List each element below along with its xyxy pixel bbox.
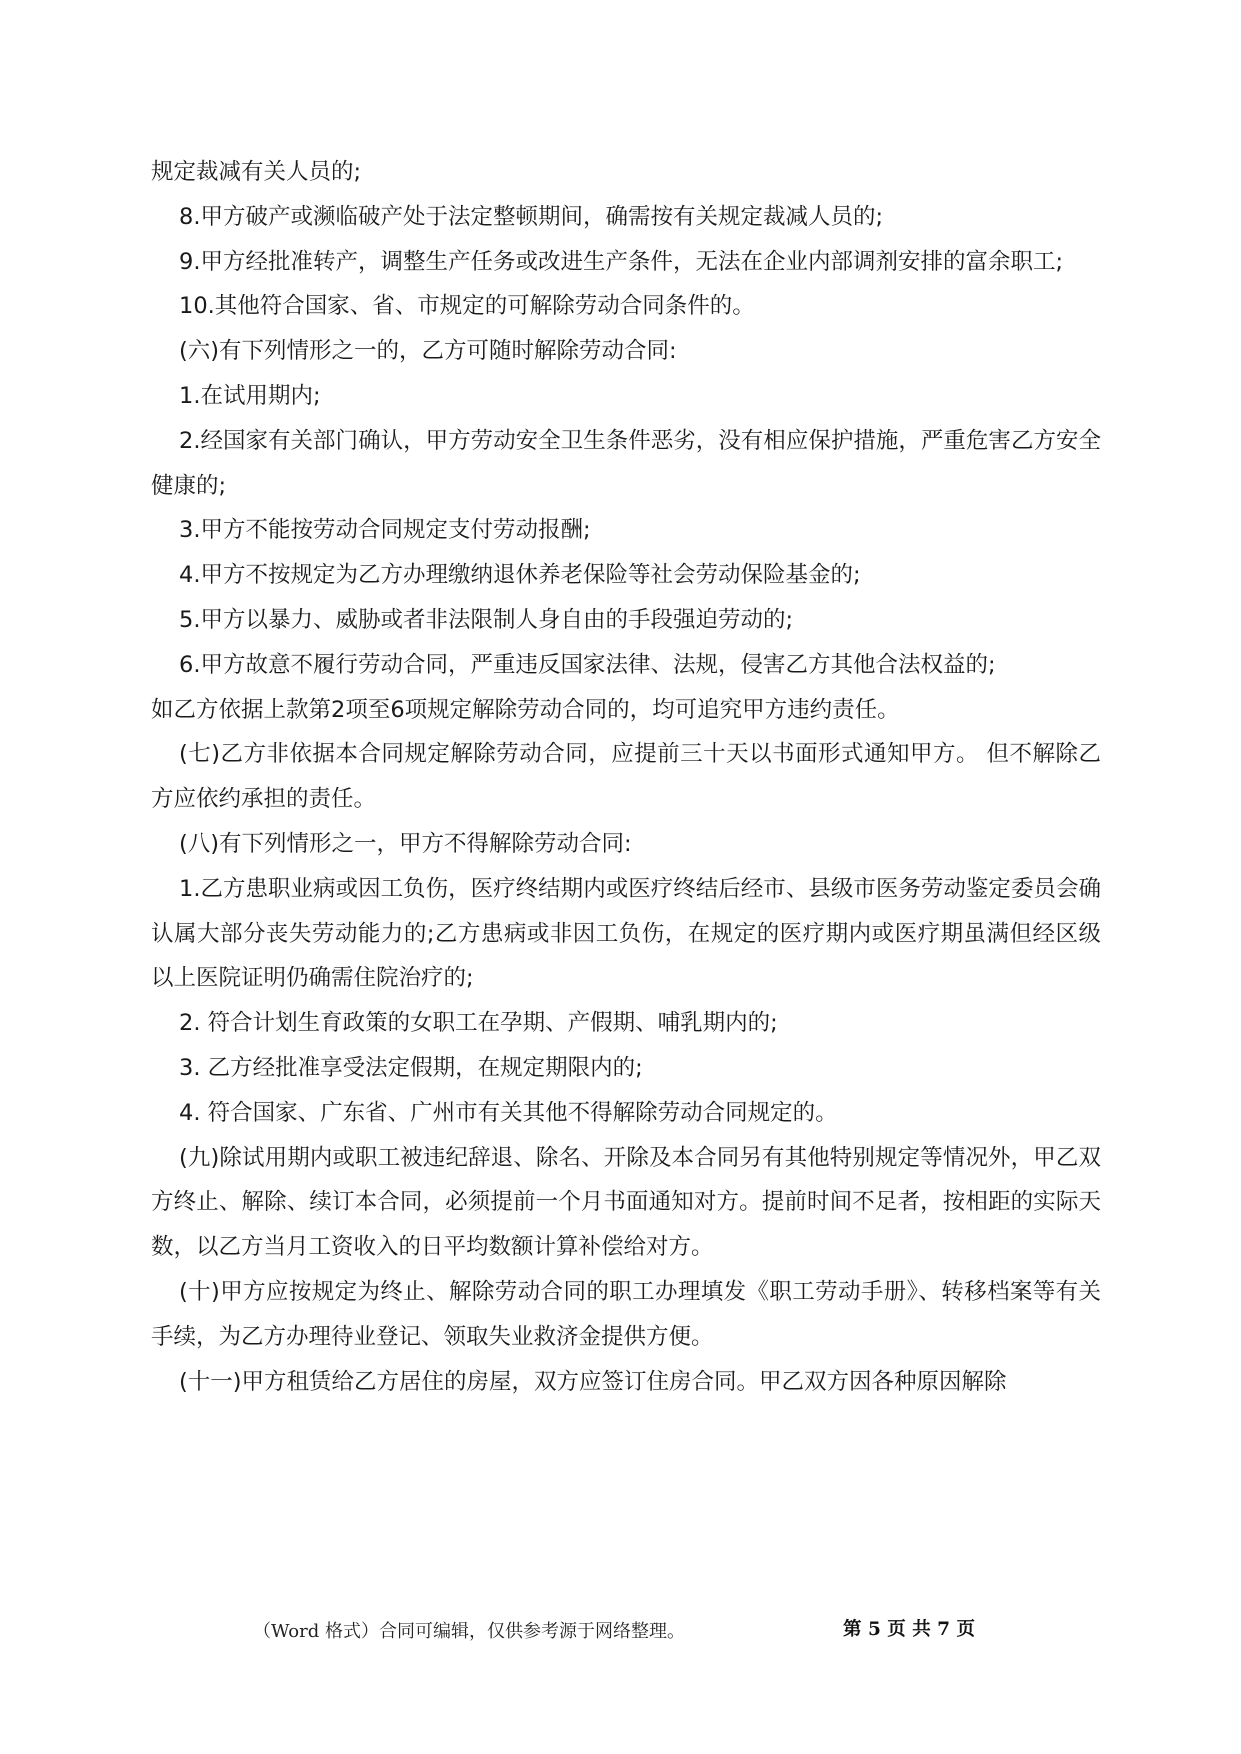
paragraph: (九)除试用期内或职工被违纪辞退、除名、开除及本合同另有其他特别规定等情况外，甲乙双方终止、解除、续订本合同，必须提前一个月书面通知对方。提前时间不足者，按相距的实际天数，以乙方当月工资收入的日平均数额计算补偿给对方。 bbox=[151, 1144, 1101, 1261]
paragraph: 6.甲方故意不履行劳动合同，严重违反国家法律、法规，侵害乙方其他合法权益的; bbox=[179, 651, 996, 678]
paragraph: 3. 乙方经批准享受法定假期，在规定期限内的; bbox=[179, 1054, 643, 1081]
paragraph: 1.乙方患职业病或因工负伤，医疗终结期内或医疗终结后经市、县级市医务劳动鉴定委员会确认属大部分丧失劳动能力的;乙方患病或非因工负伤，在规定的医疗期内或医疗期虽满但经区级以上医院证明仍确需住院治疗的; bbox=[151, 875, 1101, 992]
document-body bbox=[151, 150, 1101, 1404]
paragraph: (十一)甲方租赁给乙方居住的房屋，双方应签订住房合同。甲乙双方因各种原因解除 bbox=[179, 1368, 1007, 1395]
paragraph: 规定裁减有关人员的; bbox=[151, 159, 362, 185]
paragraph: (七)乙方非依据本合同规定解除劳动合同，应提前三十天以书面形式通知甲方。 但不解除乙方应依约承担的责任。 bbox=[151, 741, 1101, 813]
page-number: 第 5 页 共 7 页 bbox=[843, 1619, 975, 1640]
paragraph: 10.其他符合国家、省、市规定的可解除劳动合同条件的。 bbox=[179, 293, 755, 320]
paragraph: 3.甲方不能按劳动合同规定支付劳动报酬; bbox=[179, 517, 591, 544]
paragraph: (八)有下列情形之一，甲方不得解除劳动合同: bbox=[179, 830, 632, 857]
paragraph: 9.甲方经批准转产，调整生产任务或改进生产条件，无法在企业内部调剂安排的富余职工; bbox=[179, 248, 1064, 275]
paragraph: 4. 符合国家、广东省、广州市有关其他不得解除劳动合同规定的。 bbox=[179, 1099, 838, 1126]
paragraph: 2. 符合计划生育政策的女职工在孕期、产假期、哺乳期内的; bbox=[179, 1010, 778, 1037]
paragraph: 2.经国家有关部门确认，甲方劳动安全卫生条件恶劣，没有相应保护措施，严重危害乙方安全健康的; bbox=[151, 427, 1101, 499]
paragraph: 5.甲方以暴力、威胁或者非法限制人身自由的手段强迫劳动的; bbox=[179, 606, 794, 633]
paragraph: 8.甲方破产或濒临破产处于法定整顿期间，确需按有关规定裁减人员的; bbox=[179, 203, 884, 230]
paragraph: 4.甲方不按规定为乙方办理缴纳退休养老保险等社会劳动保险基金的; bbox=[179, 562, 861, 589]
paragraph: 1.在试用期内; bbox=[179, 382, 321, 409]
paragraph: (六)有下列情形之一的，乙方可随时解除劳动合同: bbox=[179, 338, 677, 365]
paragraph: 如乙方依据上款第2项至6项规定解除劳动合同的，均可追究甲方违约责任。 bbox=[151, 696, 900, 723]
paragraph: (十)甲方应按规定为终止、解除劳动合同的职工办理填发《职工劳动手册》、转移档案等有关手续，为乙方办理待业登记、领取失业救济金提供方便。 bbox=[151, 1278, 1101, 1350]
footer-note: （Word 格式）合同可编辑，仅供参考源于网络整理。 bbox=[253, 1621, 685, 1642]
